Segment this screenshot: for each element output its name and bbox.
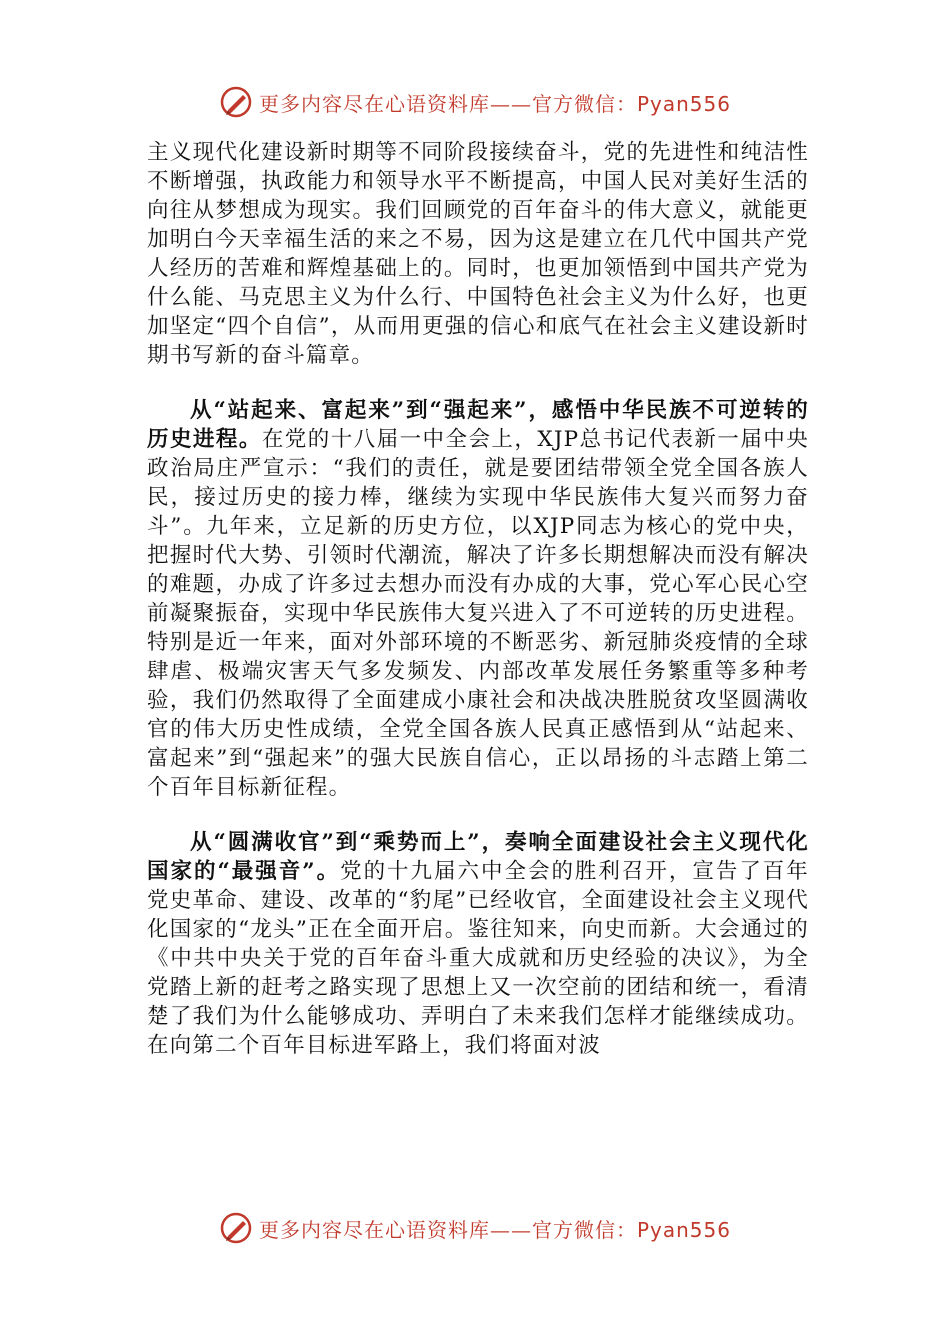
- document-body: [147, 138, 809, 1086]
- banner-brand: 更多内容尽在心语资料库——: [258, 1217, 532, 1242]
- paragraph-2: [147, 396, 809, 802]
- banner-contact: 官方微信：Pyan556: [531, 91, 731, 116]
- banner-contact: 官方微信：Pyan556: [531, 1217, 731, 1242]
- paragraph-text: 在党的十八届一中全会上，XJP总书记代表新一届中央政治局庄严宣示：“我们的责任，就是要团结带领全党全国各族人民，接过历史的接力棒，继续为实现中华民族伟大复兴而努力奋斗”。九年来，立足新的历史方位，以XJP同志为核心的党中央，把握时代大势、引领时代潮流，解决了许多长期想解决而没有解决的难题，办成了许多过去想办而没有办成的大事，党心军心民心空前凝聚振奋，实现中华民族伟大复兴进入了不可逆转的历史进程。特别是近一年来，面对外部环境的不断恶劣、新冠肺炎疫情的全球肆虐、极端灾害天气多发频发、内部改革发展任务繁重等多种考验，我们仍然取得了全面建成小康社会和决战决胜脱贫攻坚圆满收官的伟大历史性成绩，全党全国各族人民真正感悟到从“站起来、富起来”到“强起来”的强大民族自信心，正以昂扬的斗志踏上第二个百年目标新征程。: [147, 427, 809, 800]
- paragraph-1: [147, 138, 809, 370]
- pen-logo-icon: [219, 1211, 253, 1245]
- footer-banner: [0, 1208, 950, 1248]
- paragraph-text: 主义现代化建设新时期等不同阶段接续奋斗，党的先进性和纯洁性不断增强，执政能力和领导水平不断提高，中国人民对美好生活的向往从梦想成为现实。我们回顾党的百年奋斗的伟大意义，就能更加明白今天幸福生活的来之不易，因为这是建立在几代中国共产党人经历的苦难和辉煌基础上的。同时，也更加领悟到中国共产党为什么能、马克思主义为什么行、中国特色社会主义为什么好，也更加坚定“四个自信”，从而用更强的信心和底气在社会主义建设新时期书写新的奋斗篇章。: [147, 140, 809, 368]
- header-banner: [0, 82, 950, 122]
- pen-logo-icon: [219, 85, 253, 119]
- banner-brand: 更多内容尽在心语资料库——: [258, 91, 532, 116]
- paragraph-heading: 从“站起来、富起来”到“强起来”，感悟中华民族不可逆转的历史进程。: [147, 398, 809, 452]
- paragraph-text: 党的十九届六中全会的胜利召开，宣告了百年党史革命、建设、改革的“豹尾”已经收官，全面建设社会主义现代化国家的“龙头”正在全面开启。鉴往知来，向史而新。大会通过的《中共中央关于党的百年奋斗重大成就和历史经验的决议》，为全党踏上新的赶考之路实现了思想上又一次空前的团结和统一，看清楚了我们为什么能够成功、弄明白了未来我们怎样才能继续成功。在向第二个百年目标进军路上，我们将面对波: [147, 859, 809, 1058]
- paragraph-heading: 从“圆满收官”到“乘势而上”，奏响全面建设社会主义现代化国家的“最强音”。: [147, 830, 809, 884]
- paragraph-3: [147, 828, 809, 1060]
